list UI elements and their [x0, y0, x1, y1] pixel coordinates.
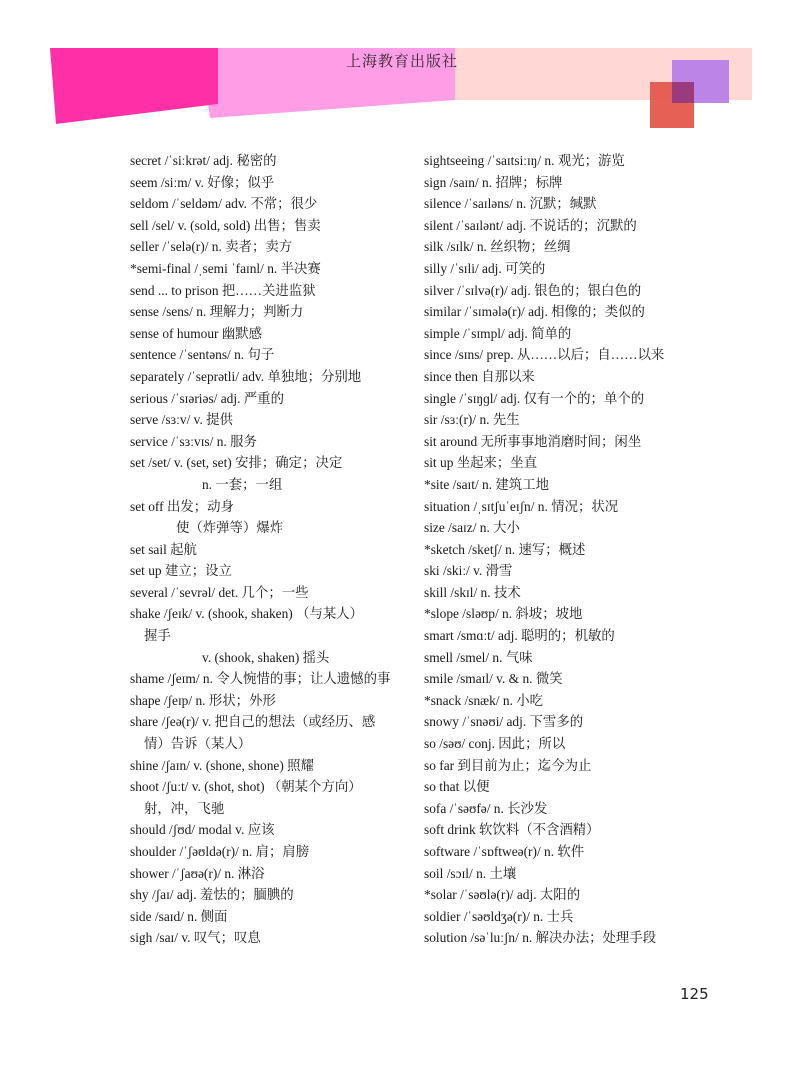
glossary-entry: shower /ˈʃaʊə(r)/ n. 淋浴 — [130, 865, 265, 881]
glossary-entry: seem /siːm/ v. 好像；似乎 — [130, 174, 275, 190]
glossary-entry: silk /sɪlk/ n. 丝织物；丝绸 — [424, 239, 571, 255]
publisher-name: 上海教育出版社 — [346, 52, 459, 70]
glossary-entry: share /ʃeə(r)/ v. 把自己的想法（或经历、感 — [130, 714, 376, 730]
glossary-entry: silent /ˈsaɪlənt/ adj. 不说话的；沉默的 — [424, 217, 637, 233]
glossary-entry: similar /ˈsɪmələ(r)/ adj. 相像的；类似的 — [424, 304, 645, 320]
glossary-entry: silence /ˈsaɪləns/ n. 沉默；缄默 — [424, 196, 597, 212]
glossary-entry: shine /ʃaɪn/ v. (shone, shone) 照耀 — [130, 757, 314, 773]
glossary-entry: *sketch /sketʃ/ n. 速写；概述 — [424, 541, 586, 557]
glossary-entry: smart /smɑːt/ adj. 聪明的；机敏的 — [424, 628, 615, 644]
glossary-entry: *solar /ˈsəʊlə(r)/ adj. 太阳的 — [424, 887, 581, 903]
glossary-entry: shy /ʃaɪ/ adj. 羞怯的；腼腆的 — [130, 887, 294, 903]
glossary-entry: so that 以便 — [424, 779, 490, 795]
glossary-entry: since /sɪns/ prep. 从……以后；自……以来 — [424, 347, 665, 363]
glossary-entry: *slope /sləʊp/ n. 斜坡；坡地 — [424, 606, 583, 622]
glossary-entry: soft drink 软饮料（不含酒精） — [424, 822, 600, 838]
glossary-entry: sense /sens/ n. 理解力；判断力 — [130, 304, 304, 320]
glossary-entry: should /ʃʊd/ modal v. 应该 — [130, 822, 275, 838]
header-banner — [0, 0, 800, 140]
glossary-entry: shoot /ʃuːt/ v. (shot, shot) （朝某个方向） — [130, 779, 362, 795]
glossary-entry: smile /smaɪl/ v. & n. 微笑 — [424, 671, 563, 687]
glossary-entry: shoulder /ˈʃəʊldə(r)/ n. 肩；肩膀 — [130, 844, 310, 859]
glossary-entry: several /ˈsevrəl/ det. 几个；一些 — [130, 584, 309, 600]
glossary-entry: *site /saɪt/ n. 建筑工地 — [424, 476, 549, 492]
glossary-entry: n. 一套；一组 — [202, 476, 283, 492]
glossary-entry: silly /ˈsɪli/ adj. 可笑的 — [424, 260, 546, 276]
glossary-entry: side /saɪd/ n. 侧面 — [130, 908, 228, 924]
glossary-entry: ski /skiː/ v. 滑雪 — [424, 563, 513, 579]
glossary-entry: shake /ʃeɪk/ v. (shook, shaken) （与某人） — [130, 606, 364, 622]
glossary-entry: since then 自那以来 — [424, 368, 535, 384]
banner-magenta-block — [50, 48, 218, 124]
glossary-entry: sir /sɜː(r)/ n. 先生 — [424, 412, 520, 428]
glossary-entry: 握手 — [144, 628, 171, 644]
glossary-entry: *snack /snæk/ n. 小吃 — [424, 692, 544, 708]
glossary-entry: *semi-final /ˌsemi ˈfaɪnl/ n. 半决赛 — [130, 260, 321, 276]
glossary-entry: send ... to prison 把……关进监狱 — [130, 282, 316, 298]
left-column — [130, 150, 430, 949]
glossary-entry: separately /ˈseprətli/ adv. 单独地；分别地 — [130, 368, 362, 384]
glossary-entry: sense of humour 幽默感 — [130, 325, 263, 341]
glossary-entry: single /ˈsɪŋɡl/ adj. 仅有一个的；单个的 — [424, 390, 645, 406]
glossary-entry: set sail 起航 — [130, 541, 197, 557]
glossary-entry: seldom /ˈseldəm/ adv. 不常；很少 — [130, 196, 318, 212]
glossary-entry: smell /smel/ n. 气味 — [424, 649, 533, 665]
glossary-entry: sit around 无所事事地消磨时间；闲坐 — [424, 433, 642, 449]
glossary-entry: sentence /ˈsentəns/ n. 句子 — [130, 347, 275, 363]
glossary-entry: size /saɪz/ n. 大小 — [424, 520, 520, 536]
glossary-entry: sell /sel/ v. (sold, sold) 出售；售卖 — [130, 217, 321, 233]
glossary-entry: 情）告诉（某人） — [144, 736, 252, 752]
glossary-entry: sit up 坐起来；坐直 — [424, 455, 538, 471]
glossary-entry: so /səʊ/ conj. 因此；所以 — [424, 736, 566, 752]
glossary-entry: sigh /saɪ/ v. 叹气；叹息 — [130, 930, 261, 946]
glossary-entry: situation /ˌsɪtʃuˈeɪʃn/ n. 情况；状况 — [424, 498, 619, 514]
page-number: 125 — [680, 985, 709, 1003]
glossary-entry: 使（炸弹等）爆炸 — [176, 520, 284, 536]
glossary-entry: service /ˈsɜːvɪs/ n. 服务 — [130, 433, 257, 449]
banner-overlap — [672, 82, 694, 103]
glossary-entry: sightseeing /ˈsaɪtsiːɪŋ/ n. 观光；游览 — [424, 153, 625, 168]
glossary-entry: shame /ʃeɪm/ n. 令人惋惜的事；让人遗憾的事 — [130, 671, 391, 687]
glossary-entry: 射，冲，飞驰 — [144, 800, 225, 816]
glossary-entry: snowy /ˈsnəʊi/ adj. 下雪多的 — [424, 714, 584, 730]
glossary-entry: soil /sɔɪl/ n. 土壤 — [424, 865, 517, 881]
glossary-entry: set up 建立；设立 — [130, 563, 232, 579]
glossary-entry: silver /ˈsɪlvə(r)/ adj. 银色的；银白色的 — [424, 282, 642, 298]
glossary-entry: secret /ˈsiːkrət/ adj. 秘密的 — [130, 153, 277, 168]
glossary-entry: so far 到目前为止；迄今为止 — [424, 757, 592, 773]
glossary-entry: sofa /ˈsəʊfə/ n. 长沙发 — [424, 800, 548, 816]
right-column — [424, 150, 724, 949]
glossary-entry: serve /sɜːv/ v. 提供 — [130, 412, 233, 428]
glossary-entry: set /set/ v. (set, set) 安排；确定；决定 — [130, 455, 343, 471]
glossary-entry: solution /səˈluːʃn/ n. 解决办法；处理手段 — [424, 930, 657, 946]
glossary-entry: serious /ˈsɪəriəs/ adj. 严重的 — [130, 390, 284, 406]
glossary-entry: set off 出发；动身 — [130, 498, 234, 514]
glossary-entry: simple /ˈsɪmpl/ adj. 简单的 — [424, 325, 572, 341]
glossary-entry: sign /saɪn/ n. 招牌；标牌 — [424, 174, 563, 190]
glossary-entry: skill /skɪl/ n. 技术 — [424, 584, 521, 600]
glossary-entry: v. (shook, shaken) 摇头 — [202, 649, 330, 665]
glossary-entry: shape /ʃeɪp/ n. 形状；外形 — [130, 692, 276, 708]
glossary-entry: seller /ˈselə(r)/ n. 卖者；卖方 — [130, 239, 293, 255]
glossary-entry: soldier /ˈsəʊldʒə(r)/ n. 士兵 — [424, 908, 574, 924]
glossary-entry: software /ˈsɒftweə(r)/ n. 软件 — [424, 844, 585, 859]
